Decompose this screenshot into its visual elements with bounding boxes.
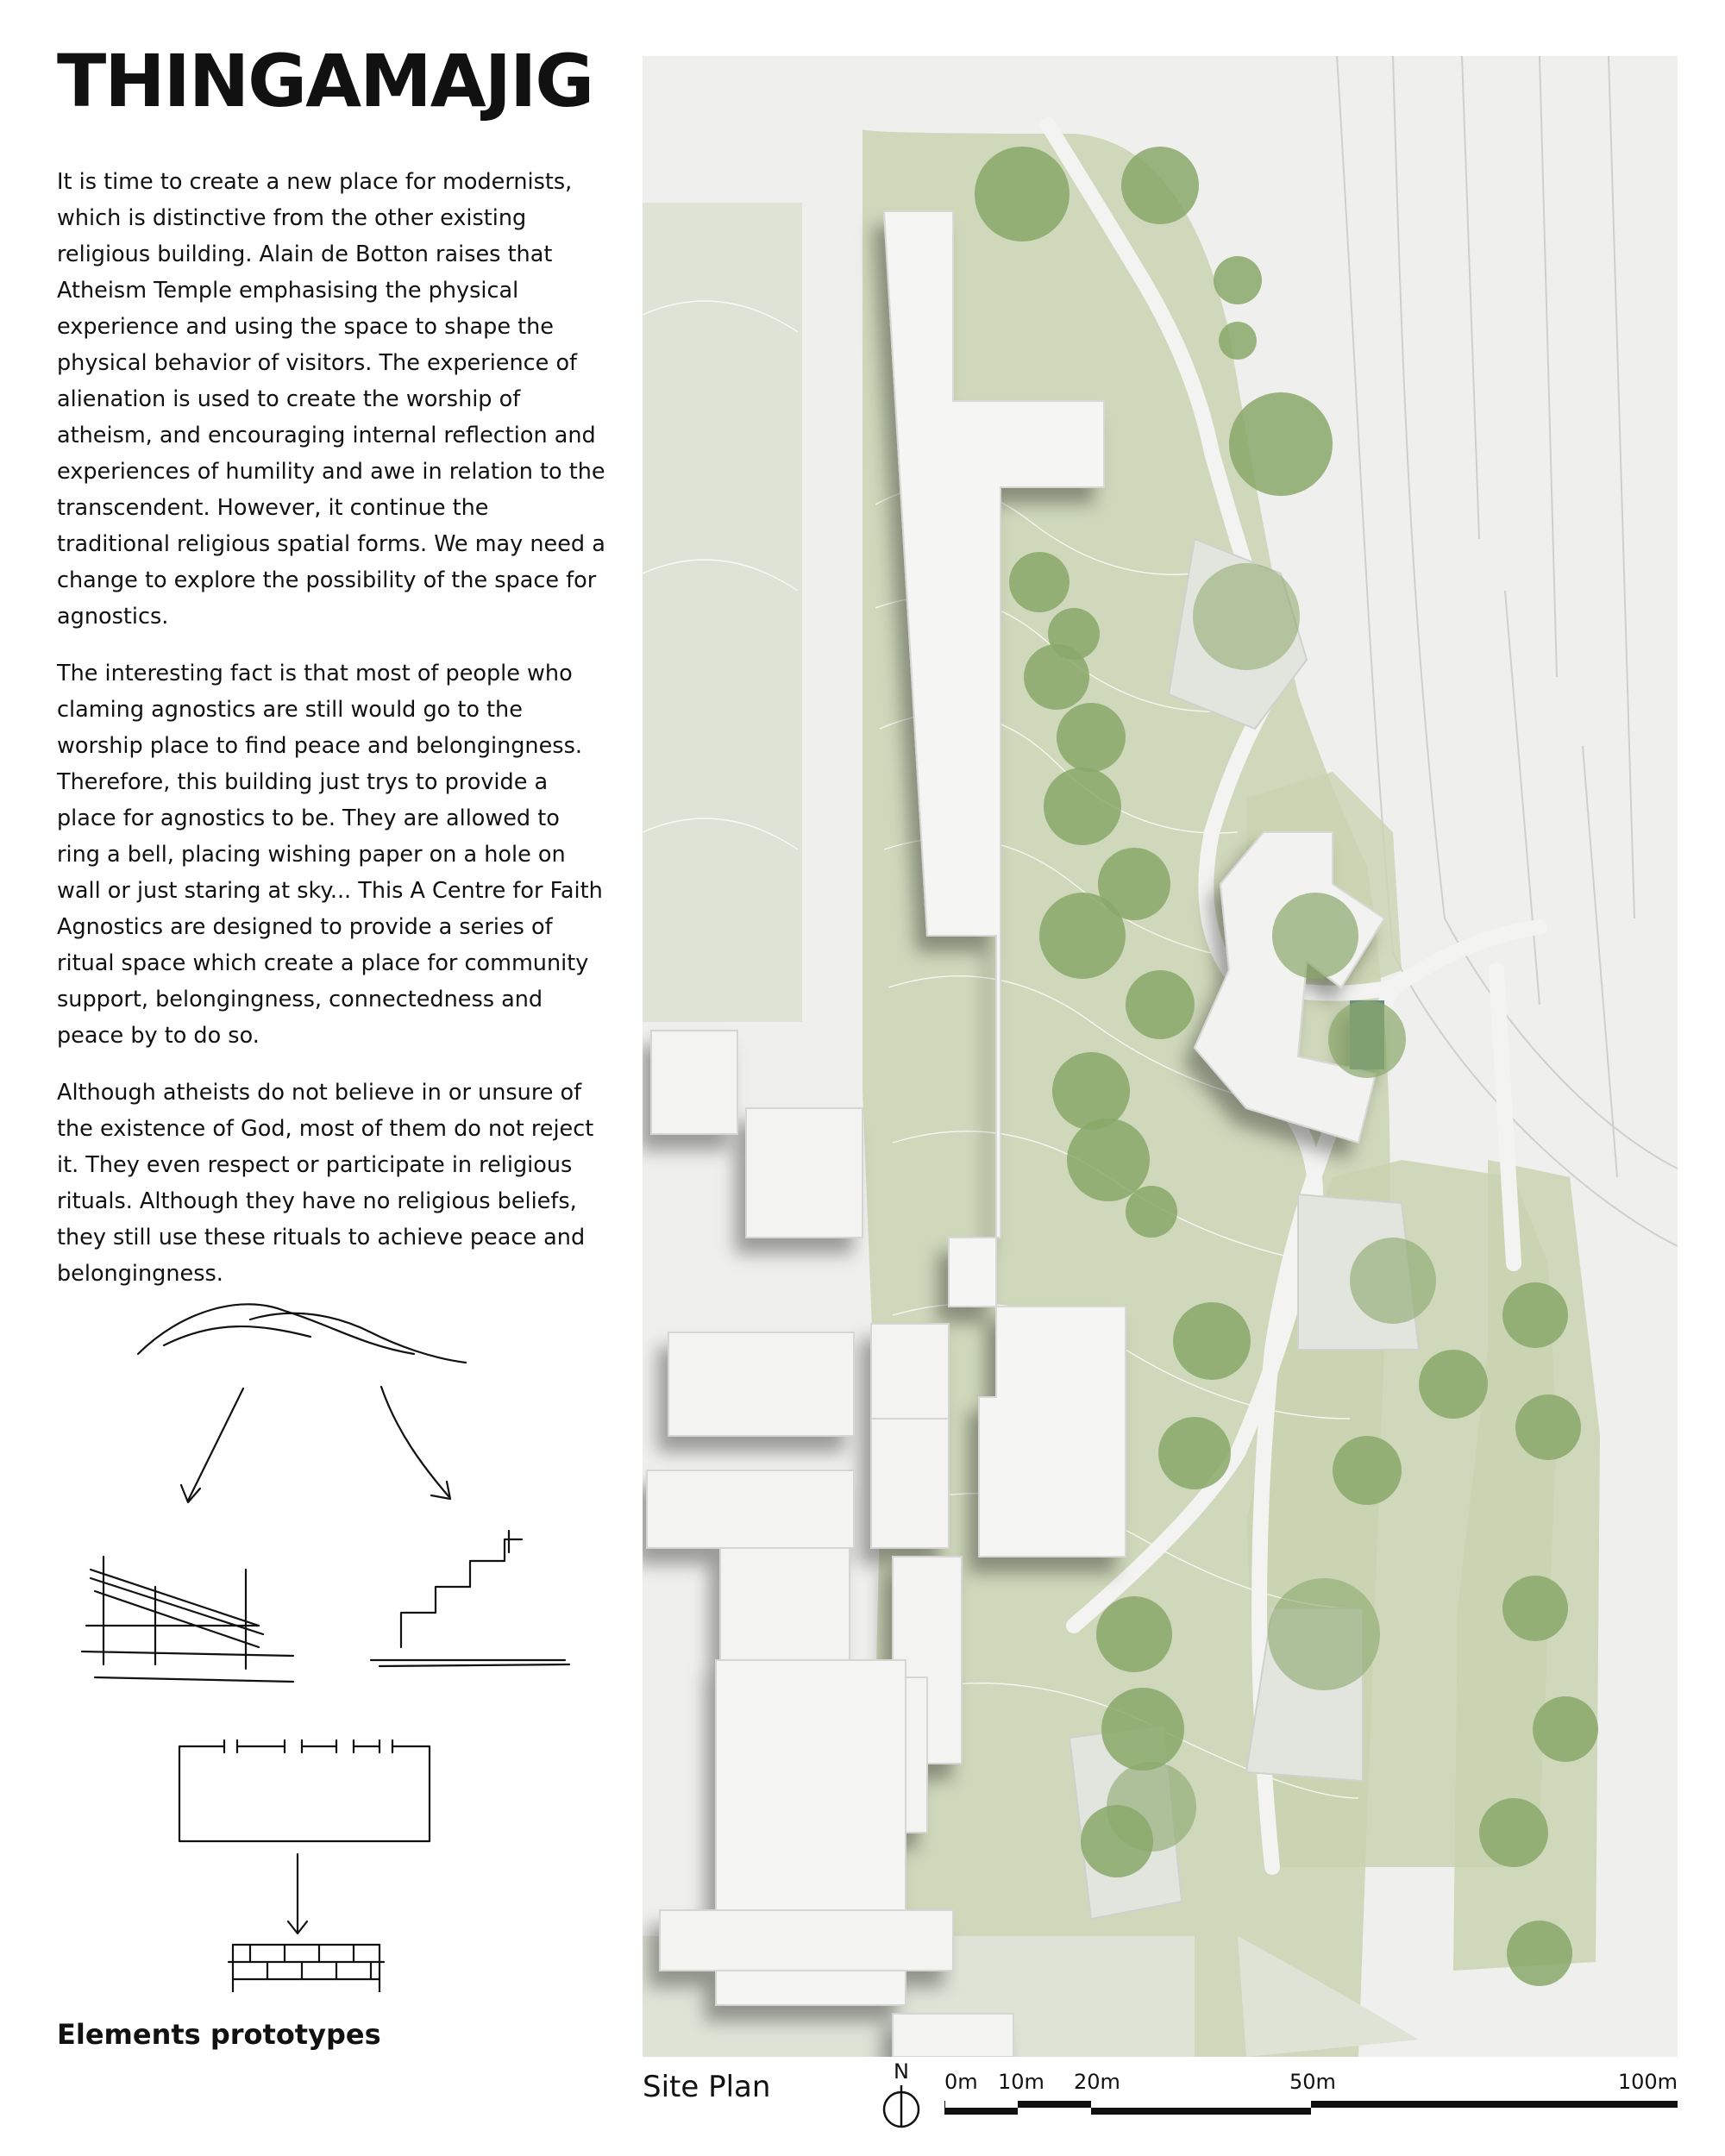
compass-icon bbox=[880, 2084, 923, 2132]
site-plan bbox=[643, 56, 1678, 2057]
hill-sketch bbox=[138, 1304, 466, 1363]
page-title: THINGAMAJIG bbox=[57, 39, 593, 123]
north-arrow bbox=[880, 2059, 923, 2132]
scale-label-50: 50m bbox=[1289, 2070, 1336, 2094]
arrows-sketch bbox=[181, 1387, 450, 1502]
intro-text bbox=[57, 164, 605, 1313]
scale-label-0: 0m bbox=[944, 2070, 978, 2094]
paragraph-3: Although atheists do not believe in or unsure of the existence of God, most of them do not reject it. They even respect or participate in religious rituals. Although they have no religious beliefs, they still use these rituals to achieve peace and belongingness. bbox=[57, 1080, 594, 1287]
sloped-roof-sketch bbox=[82, 1557, 293, 1682]
site-plan-label: Site Plan bbox=[643, 2070, 771, 2104]
stepped-sketch bbox=[371, 1531, 569, 1666]
paragraph-1: It is time to create a new place for modernists, which is distinctive from the other existing religious building. Alain de Botton raises that Atheism Temple emphasising the physical experience and using the space to shape the physical behavior of visitors. The experience of alienation is used to create the worship of atheism, and encouraging internal reflection and experiences of humility and awe in relation to the transcendent. However, it continue the traditional religious spatial forms. We may need a change to explore the possibility of the space for agnostics. bbox=[57, 169, 605, 630]
wall-sketch bbox=[179, 1740, 430, 1934]
bricks-sketch bbox=[229, 1945, 384, 1992]
elements-sketches bbox=[52, 1285, 604, 1992]
scale-bar bbox=[944, 2063, 1678, 2132]
scale-label-10: 10m bbox=[998, 2070, 1044, 2094]
scale-label-100: 100m bbox=[1617, 2070, 1678, 2094]
north-label: N bbox=[894, 2059, 909, 2084]
scale-bar-graphic bbox=[944, 2101, 1678, 2127]
scale-label-20: 20m bbox=[1074, 2070, 1120, 2094]
paragraph-2: The interesting fact is that most of people who claming agnostics are still would go to the worship place to find peace and belongingness. Therefore, this building just trys to provide a place for agnostics to be. They are allowed to ring a bell, placing wishing paper on a hole on wall or just staring at sky... This A Centre for Faith Agnostics are designed to provide a series of ritual space which create a place for community support, belongingness, connectedness and peace by to do so. bbox=[57, 661, 603, 1049]
elements-prototypes-label: Elements prototypes bbox=[57, 2018, 381, 2051]
